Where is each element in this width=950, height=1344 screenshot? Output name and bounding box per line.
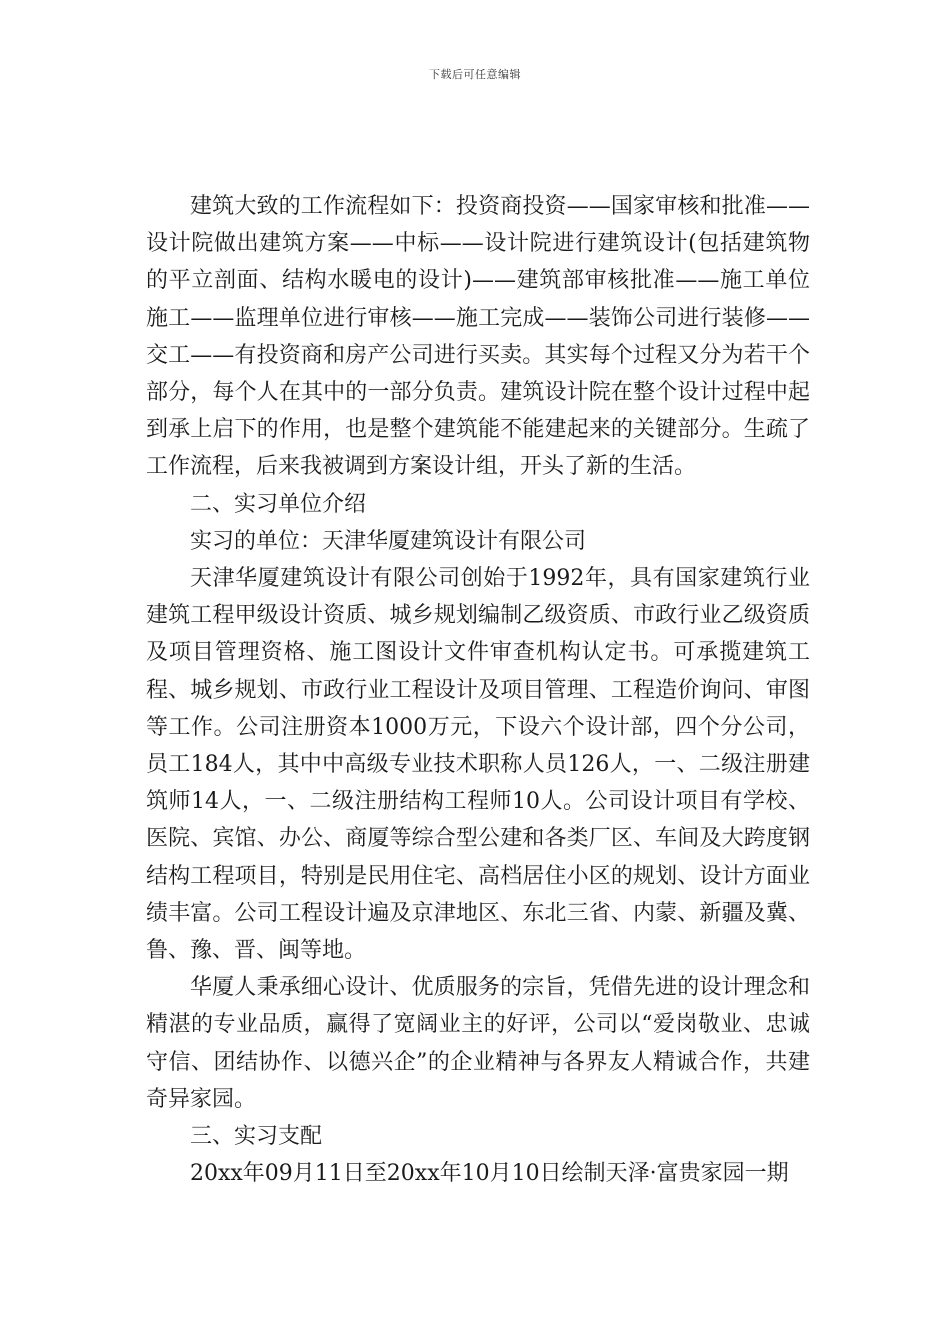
paragraph-schedule-entry: 20xx年09月11日至20xx年10月10日绘制天泽·富贵家园一期 (190, 1161, 789, 1187)
section-heading-company-intro: 二、实习单位介绍 (190, 491, 367, 517)
paragraph-company-profile: 天津华厦建筑设计有限公司创始于1992年，具有国家建筑行业建筑工程甲级设计资质、城乡规划编制乙级资质、市政行业乙级资质及项目管理资格、施工图设计文件审查机构认定书。可承揽建筑工程、城乡规划、市政行业工程设计及项目管理、工程造价询问、审图等工作。公司注册资本1000万元，下设六个设计部，四个分公司，员工184人，其中中高级专业技术职称人员126人，一、二级注册建筑师14人，一、二级注册结构工程师10人。公司设计项目有学校、医院、宾馆、办公、商厦等综合型公建和各类厂区、车间及大跨度钢结构工程项目，特别是民用住宅、高档居住小区的规划、设计方面业绩丰富。公司工程设计遍及京津地区、东北三省、内蒙、新疆及冀、鲁、豫、晋、闽等地。 (146, 566, 810, 964)
paragraph-company-philosophy: 华厦人秉承细心设计、优质服务的宗旨，凭借先进的设计理念和精湛的专业品质，赢得了宽阔业主的好评，公司以“爱岗敬业、忠诚守信、团结协作、以德兴企”的企业精神与各界友人精诚合作，共建奇异家园。 (146, 975, 810, 1112)
document-body (146, 188, 810, 1192)
page-header-note: 下载后可任意编辑 (429, 68, 521, 81)
paragraph-workflow: 建筑大致的工作流程如下：投资商投资——国家审核和批准——设计院做出建筑方案——中标——设计院进行建筑设计(包括建筑物的平立剖面、结构水暖电的设计)——建筑部审核批准——施工单位施工——监理单位进行审核——施工完成——装饰公司进行装修——交工——有投资商和房产公司进行买卖。其实每个过程又分为若干个部分，每个人在其中的一部分负责。建筑设计院在整个设计过程中起到承上启下的作用，也是整个建筑能不能建起来的关键部分。生疏了工作流程，后来我被调到方案设计组，开头了新的生活。 (146, 194, 810, 480)
section-heading-internship-schedule: 三、实习支配 (190, 1124, 323, 1150)
paragraph-internship-unit: 实习的单位：天津华厦建筑设计有限公司 (190, 528, 587, 554)
